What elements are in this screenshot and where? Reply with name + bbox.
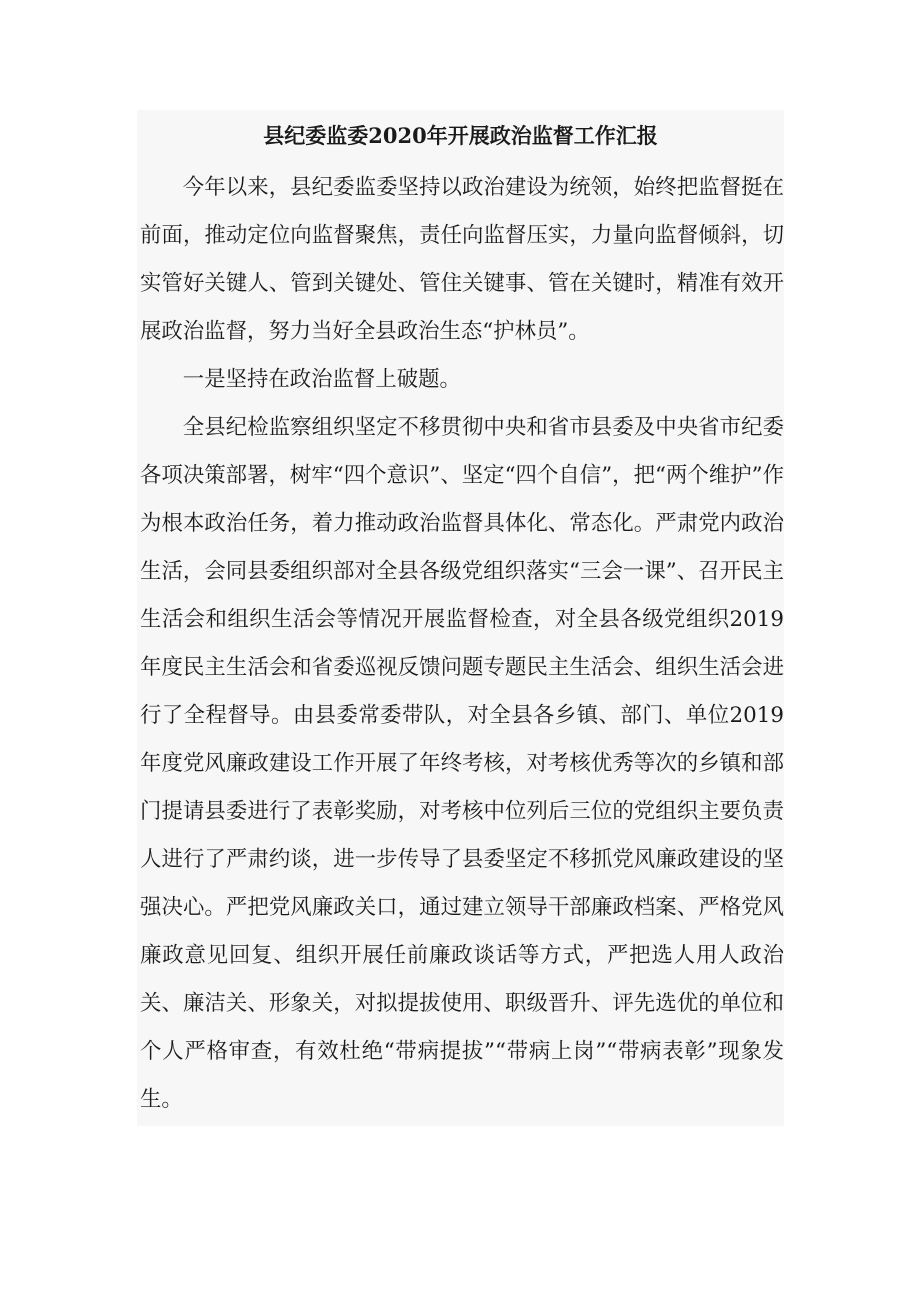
document-body <box>140 164 784 1124</box>
section-heading: 一是坚持在政治监督上破题。 <box>182 367 461 392</box>
paragraph-intro: 今年以来，县纪委监委坚持以政治建设为统领，始终把监督挺在前面，推动定位向监督聚焦，责任向监督压实，力量向监督倾斜，切实管好关键人、管到关键处、管住关键事、管在关键时，精准有效开展政治监督，努力当好全县政治生态“护林员”。 <box>140 175 784 344</box>
document-title: 县纪委监委2020年开展政治监督工作汇报 <box>263 123 658 148</box>
paragraph-detail: 全县纪检监察组织坚定不移贯彻中央和省市县委及中央省市纪委各项决策部署，树牢“四个意识”、坚定“四个自信”，把“两个维护”作为根本政治任务，着力推动政治监督具体化、常态化。严肃党内政治生活，会同县委组织部对全县各级党组织落实“三会一课”、召开民主生活会和组织生活会等情况开展监督检查，对全县各级党组织2019年度民主生活会和省委巡视反馈问题专题民主生活会、组织生活会进行了全程督导。由县委常委带队，对全县各乡镇、部门、单位2019年度党风廉政建设工作开展了年终考核，对考核优秀等次的乡镇和部门提请县委进行了表彰奖励，对考核中位列后三位的党组织主要负责人进行了严肃约谈，进一步传导了县委坚定不移抓党风廉政建设的坚强决心。严把党风廉政关口，通过建立领导干部廉政档案、严格党风廉政意见回复、组织开展任前廉政谈话等方式，严把选人用人政治关、廉洁关、形象关，对拟提拔使用、职级晋升、评先选优的单位和个人严格审查，有效杜绝“带病提拔”“带病上岗”“带病表彰”现象发生。 <box>140 415 784 1112</box>
